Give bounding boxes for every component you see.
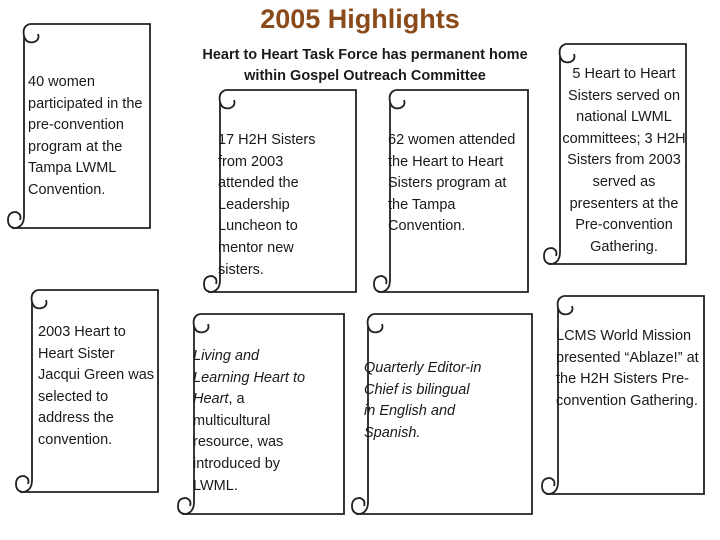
scroll-card-4 [534,38,692,270]
resource-description: , a multicultural resource, was introduced by LWML. [193,391,284,494]
scroll-text-italic [364,358,484,444]
subtitle: Heart to Heart Task Force has permanent home within Gospel Outreach Committee [202,47,528,84]
scroll-text: 17 H2H Sisters from 2003 attended the Leadership Luncheon to mentor new sisters. [218,132,316,278]
resource-title: Living and Learning Heart to Heart [193,348,306,408]
scroll-text: 2003 Heart to Heart Sister Jacqui Green was selected to address the convention. [38,324,155,448]
page-title: 2005 Highlights [260,4,460,34]
scroll-card-3 [360,84,536,302]
scroll-card-6 [170,308,352,524]
scroll-card-1 [0,18,158,234]
scroll-card-5 [0,284,166,502]
scroll-text [193,346,311,497]
scroll-card-8 [528,290,712,504]
scroll-card-2 [190,84,364,302]
scroll-text: LCMS World Mission presented “Ablaze!” at the H2H Sisters Pre-convention Gathering. [556,328,699,409]
scroll-text: 62 women attended the Heart to Heart Sisters program at the Tampa Convention. [388,132,516,235]
scroll-card-7 [336,308,540,524]
scroll-text: 5 Heart to Heart Sisters served on national LWML committees; 3 H2H Sisters from 2003 served as presenters at the Pre-convention Gathering. [562,66,686,255]
scroll-text: Quarterly Editor-in Chief is bilingual in English and Spanish. [364,360,482,441]
scroll-text: 40 women participated in the pre-convention program at the Tampa LWML Convention. [28,74,143,198]
